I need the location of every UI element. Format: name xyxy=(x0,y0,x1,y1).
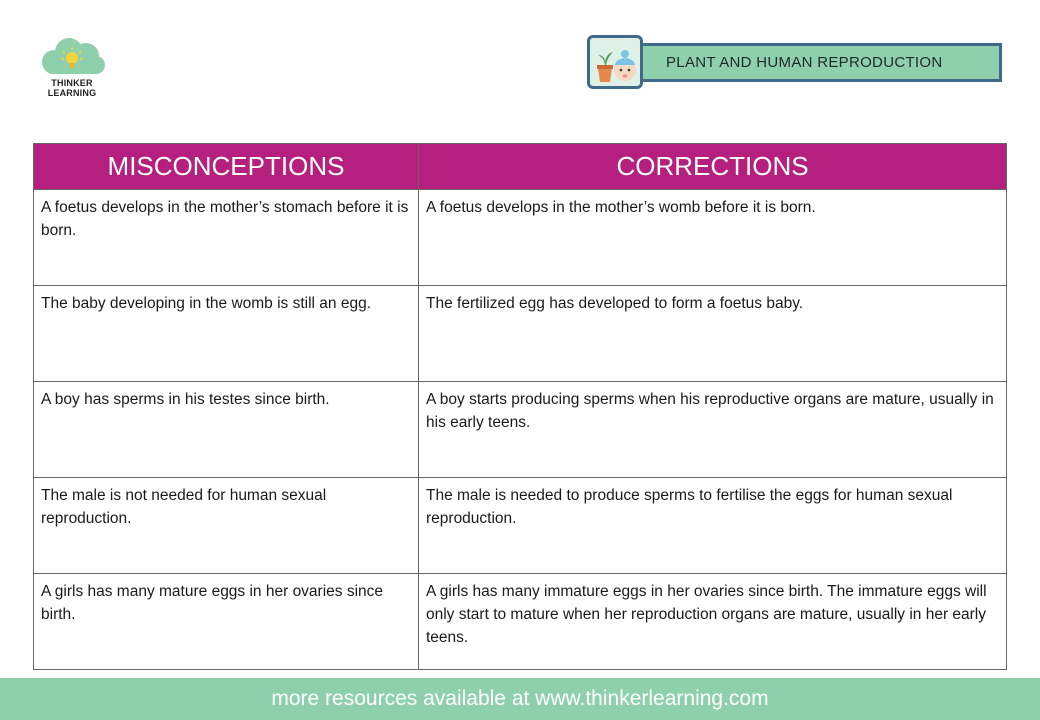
footer-link-text[interactable]: more resources available at www.thinkerlearning.com xyxy=(271,687,769,710)
header-misconceptions: MISCONCEPTIONS xyxy=(34,144,419,190)
misconceptions-table xyxy=(33,143,1007,670)
lightbulb-cloud-icon xyxy=(36,36,108,78)
logo-line-2: LEARNING xyxy=(47,88,97,98)
table-row xyxy=(34,190,1007,286)
table-row xyxy=(34,286,1007,382)
correction-cell: A foetus develops in the mother’s womb before it is born. xyxy=(419,190,1007,286)
misconception-cell: A foetus develops in the mother’s stomach before it is born. xyxy=(34,190,419,286)
table-row xyxy=(34,382,1007,478)
logo-line-1: THINKER xyxy=(51,78,93,88)
misconception-cell: A boy has sperms in his testes since birth. xyxy=(34,382,419,478)
topic-banner xyxy=(640,43,1002,82)
footer-bar xyxy=(0,678,1040,720)
correction-cell: A girls has many immature eggs in her ovaries since birth. The immature eggs will only start to mature when her reproduction organs are mature, usually in her early teens. xyxy=(419,574,1007,670)
plant-and-baby-icon xyxy=(587,35,643,89)
misconception-cell: The male is not needed for human sexual reproduction. xyxy=(34,478,419,574)
misconception-cell: The baby developing in the womb is still an egg. xyxy=(34,286,419,382)
header-corrections: CORRECTIONS xyxy=(419,144,1007,190)
table-row xyxy=(34,478,1007,574)
topic-title: PLANT AND HUMAN REPRODUCTION xyxy=(666,54,943,71)
logo-text xyxy=(34,78,110,98)
correction-cell: The male is needed to produce sperms to fertilise the eggs for human sexual reproduction. xyxy=(419,478,1007,574)
table-header-row xyxy=(34,144,1007,190)
table-row xyxy=(34,574,1007,670)
misconception-cell: A girls has many mature eggs in her ovaries since birth. xyxy=(34,574,419,670)
thinker-learning-logo xyxy=(34,36,110,102)
correction-cell: The fertilized egg has developed to form a foetus baby. xyxy=(419,286,1007,382)
correction-cell: A boy starts producing sperms when his reproductive organs are mature, usually in his early teens. xyxy=(419,382,1007,478)
